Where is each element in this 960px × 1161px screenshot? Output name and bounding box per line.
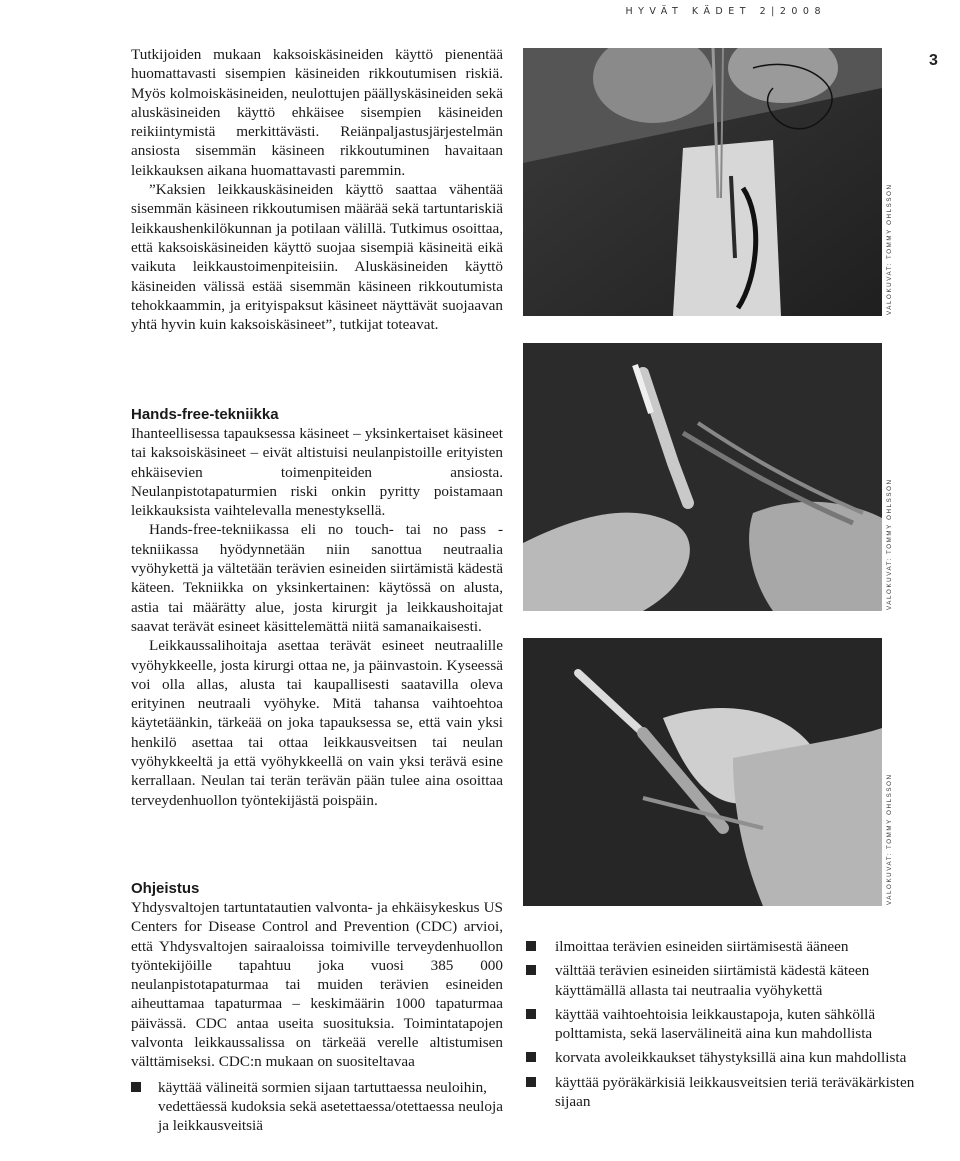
right-bullet-2: välttää terävien esineiden siirtämistä kädestä käteen käyttämällä allasta tai neutraalia vyöhykettä xyxy=(555,962,870,999)
photo-credit-2: VALOKUVAT: TOMMY OHLSSON xyxy=(886,478,893,610)
photo-credit-3: VALOKUVAT: TOMMY OHLSSON xyxy=(886,773,893,905)
ohjeistus-paragraph: Yhdysvaltojen tartuntatautien valvonta- ja ehkäisykeskus US Centers for Disease Control and Prevention (CDC) arvioi, että Yhdysvaltojen sairaaloissa toimiville terveydenhuollon työntekijöille tapahtuu joka vuosi 385 000 neulanpistotapaturmaa tai muiden terävien esineiden aiheuttamaa tapaturmaa – keskimäärin 1000 tapaturmaa päivässä. CDC antaa useita suosituksia. Toimintatapojen valvonta leikkaussalissa on tärkeää verelle altistumisen välttämiseksi. CDC:n mukaan on suositeltavaa xyxy=(131,899,503,1071)
hands-free-paragraph-1: Ihanteellisessa tapauksessa käsineet – yksinkertaiset käsineet tai kaksoiskäsineet – eivät altistuisi neulanpistoille erityisten ehkäisevien toimenpiteiden ansiosta. Neulanpistotapaturmien riski onkin pyritty poistamaan leikkauksista vaihtelevalla menestyksellä. xyxy=(131,425,503,520)
scalpel-blade-photo xyxy=(523,343,882,611)
section-heading-ohjeistus: Ohjeistus xyxy=(131,880,200,897)
list-item xyxy=(526,1048,916,1067)
hands-free-paragraph-3: Leikkaussalihoitaja asettaa terävät esineet neutraalille vyöhykkeelle, josta kirurgi ottaa ne, ja päinvastoin. Kyseessä voi olla allas, alusta tai kaupallisesti saatavilla oleva erityinen neutraali vyöhyke. Mitä tahansa vaihtoehtoa käytetäänkin, tärkeää on joka tapauksessa se, että vain yksi henkilö asettaa tai ottaa leikkausveitsen tai neulan vyöhykkeeltä ja että vyöhykkeellä on vain yksi terävä esine kerrallaan. Neulan tai terän terävän pään tulee aina osoittaa terveydenhuollon työntekijästä poispäin. xyxy=(131,637,503,809)
list-item xyxy=(526,1073,916,1112)
right-bullet-list xyxy=(526,937,916,1116)
hands-free-paragraph-2: Hands-free-tekniikassa eli no touch- tai no pass -tekniikassa hyödynnetään niin sanottua neutraalia vyöhykettä ja vältetään terävien esineiden siirtämistä kädestä käteen. Tekniikka on yksinkertainen: käytössä on alusta, astia tai määrätty alue, josta kirurgit ja leikkaushoitajat saavat terävät esineet käsittelemättä niitä samanaikaisesti. xyxy=(131,521,503,635)
ohjeistus-bullet-text: käyttää välineitä sormien sijaan tartuttaessa neuloihin, vedettäessä kudoksia sekä asetettaessa/otettaessa neuloja ja leikkausveitsiä xyxy=(158,1078,503,1135)
list-item xyxy=(526,937,916,956)
list-item xyxy=(526,1005,916,1044)
bullet-square-icon xyxy=(131,1082,141,1092)
list-item xyxy=(526,961,916,1000)
suturing-photo xyxy=(523,48,882,316)
bullet-square-icon xyxy=(526,1077,536,1087)
intro-text xyxy=(131,45,503,334)
right-bullet-4: korvata avoleikkaukset tähystyksillä aina kun mahdollista xyxy=(555,1049,907,1067)
bullet-square-icon xyxy=(526,1009,536,1019)
photo-credit-1: VALOKUVAT: TOMMY OHLSSON xyxy=(886,183,893,315)
bullet-square-icon xyxy=(526,941,536,951)
intro-paragraph-2: ”Kaksien leikkauskäsineiden käyttö saattaa vähentää sisemmän käsineen rikkoutumisen määrää sekä tartuntariskiä leikkaushenkilökunnan ja potilaan välillä. Tutkimus osoittaa, että kaksoiskäsineiden käyttö suojaa sisempiä käsineitä eikä vaikuta leikkaustoimenpiteisiin. Aluskäsineiden käyttö käsineiden välissä estää sisemmän käsineen rikkoutumista tehokkaammin, ja erityispaksut käsineet näyttävät suojaavan yhtä hyvin kuin kaksoiskäsineet”, tutkijat toteavat. xyxy=(131,181,503,334)
intro-paragraph-1: Tutkijoiden mukaan kaksoiskäsineiden käyttö pienentää huomattavasti sisempien käsineiden rikkoutumisen riskiä. Myös kolmoiskäsineiden, neulottujen päällyskäsineiden sekä aluskäsineiden käyttö ehkäisee sisempien käsineiden reikiintymistä merkittävästi. Reiänpaljastusjärjestelmän ansiosta sisemmän käsineen rikkoutuminen havaitaan leikkauksen aikana huomattavasti paremmin. xyxy=(131,46,503,179)
scalpel-handling-photo xyxy=(523,638,882,906)
right-bullet-5: käyttää pyöräkärkisiä leikkausveitsien teriä teräväkärkisten sijaan xyxy=(555,1073,915,1111)
page-number: 3 xyxy=(929,52,938,69)
bullet-square-icon xyxy=(526,965,536,975)
bullet-square-icon xyxy=(526,1052,536,1062)
list-item xyxy=(131,1078,503,1136)
right-bullet-3: käyttää vaihtoehtoisia leikkaustapoja, kuten sähköllä polttamista, sekä laservälineitä aina kun mahdollista xyxy=(555,1005,876,1043)
section-heading-hands-free: Hands-free-tekniikka xyxy=(131,406,279,423)
section-ohjeistus xyxy=(131,879,503,1136)
right-bullet-1: ilmoittaa terävien esineiden siirtämisestä ääneen xyxy=(555,938,849,955)
running-header: HYVÄT KÄDET 2|2008 xyxy=(625,6,826,17)
section-hands-free xyxy=(131,405,503,810)
